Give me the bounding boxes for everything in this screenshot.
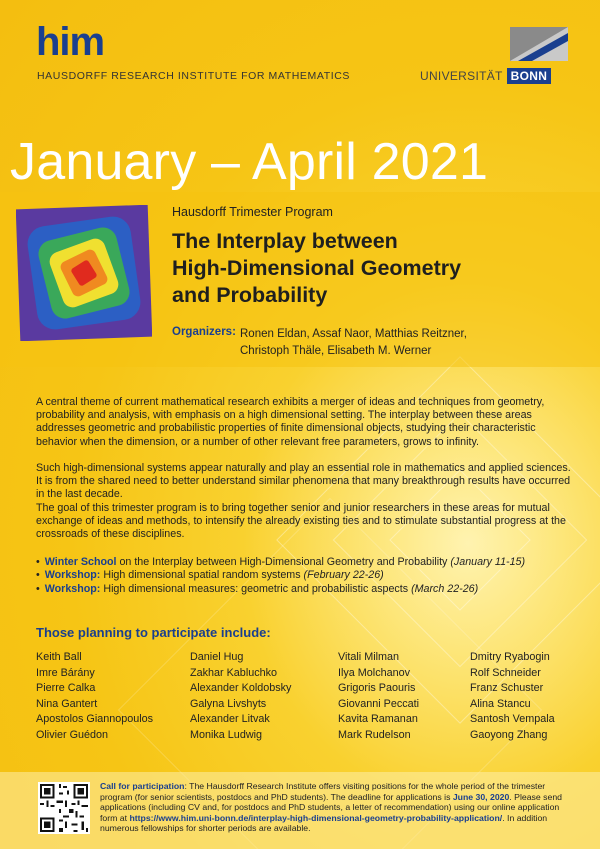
participant-name: Giovanni Peccati [338, 697, 420, 710]
event-text: High dimensional measures: geometric and probabilistic aspects [100, 582, 412, 595]
qr-code-icon[interactable] [38, 782, 90, 834]
organizers-label: Organizers: [172, 326, 236, 338]
events-list [36, 556, 525, 596]
participant-name: Galyna Livshyts [190, 697, 267, 710]
title-line: High-Dimensional Geometry [172, 256, 462, 280]
him-logo: him [36, 20, 105, 64]
call-for-participation [100, 781, 570, 834]
call-text: : The Hausdorff Research Institute offers visiting positions for the whole period of the trimester program (for senior scientists, postdocs and PhD students). The deadline for applications is [100, 781, 546, 802]
event-name: Workshop: [44, 582, 101, 595]
participants-column [36, 650, 153, 744]
event-item [36, 556, 525, 569]
participant-name: Apostolos Giannopoulos [36, 713, 154, 726]
event-date: (March 22-26) [411, 582, 479, 595]
participant-name: Franz Schuster [470, 682, 544, 695]
nested-squares-artwork [16, 205, 152, 341]
participant-name: Ilya Molchanov [338, 666, 411, 679]
program-label: Hausdorff Trimester Program [172, 205, 333, 219]
participants-column [470, 650, 555, 744]
program-title [172, 228, 461, 309]
title-line: and Probability [172, 283, 328, 307]
participants-column [190, 650, 291, 744]
title-line: The Interplay between [172, 229, 398, 253]
participant-name: Santosh Vempala [470, 713, 555, 726]
event-name: Winter School [44, 556, 117, 568]
participants-heading: Those planning to participate include: [36, 625, 271, 640]
event-date: (February 22-26) [303, 569, 384, 582]
participant-name: Olivier Guédon [36, 728, 109, 741]
participant-name: Pierre Calka [36, 682, 96, 695]
event-item [36, 569, 525, 582]
participant-name: Alexander Litvak [190, 713, 270, 726]
participant-name: Vitali Milman [338, 651, 400, 663]
him-subtitle: HAUSDORFF RESEARCH INSTITUTE FOR MATHEMATICS [37, 70, 351, 82]
participants-column [338, 650, 419, 744]
organizers-line: Ronen Eldan, Assaf Naor, Matthias Reitzner, [240, 328, 467, 340]
participant-name: Monika Ludwig [190, 728, 263, 741]
event-date: (January 11-15) [450, 556, 526, 568]
participant-name: Daniel Hug [190, 651, 244, 663]
goal-paragraph: The goal of this trimester program is to bring together senior and junior researchers in these areas for mutual exchange of ideas and methods, to intensify the already existing ties and to stimulate substantial progress at the crossroads of these disciplines. [36, 502, 566, 541]
uni-bonn-mark-icon [510, 27, 568, 61]
participant-name: Rolf Schneider [470, 666, 541, 679]
participant-name: Grigoris Paouris [338, 682, 416, 695]
bonn-text: BONN [507, 68, 552, 84]
participant-name: Alina Stancu [470, 697, 531, 710]
participant-name: Keith Ball [36, 651, 82, 663]
event-text: High dimensional spatial random systems [100, 569, 304, 582]
call-label: Call for participation [100, 781, 185, 791]
call-text: . Please send applications (including CV and, for postdocs and PhD students, a letter of recommendation) using our online application form at [100, 791, 562, 823]
participant-name: Kavita Ramanan [338, 713, 418, 726]
organizers-names [240, 326, 467, 360]
participant-name: Mark Rudelson [338, 728, 411, 741]
date-banner: January – April 2021 [10, 133, 489, 191]
uni-bonn-logo [420, 68, 551, 84]
event-item [36, 583, 525, 596]
participant-name: Gaoyong Zhang [470, 728, 548, 741]
participant-name: Zakhar Kabluchko [190, 666, 278, 679]
application-link[interactable]: https://www.him.uni-bonn.de/interplay-high-dimensional-geometry-probability-application/ [129, 812, 503, 823]
event-name: Workshop: [44, 569, 101, 582]
participant-name: Dmitry Ryabogin [470, 651, 550, 663]
organizers-line: Christoph Thäle, Elisabeth M. Werner [240, 345, 432, 357]
participant-name: Imre Bárány [36, 666, 95, 679]
intro-paragraph: A central theme of current mathematical research exhibits a merger of ideas and techniques from geometry, probability and analysis, with emphasis on a high dimensional setting. The interplay between these areas addresses geometric and probabilistic properties of finite dimensional objects, studying their characteristic behavior when the dimension, or a number of other relevant free parameters, grows to infinity. [36, 396, 545, 448]
call-text: . In addition numerous fellowships for shorter periods are available. [100, 812, 548, 834]
participant-name: Alexander Koldobsky [190, 682, 292, 695]
participant-name: Nina Gantert [36, 697, 98, 710]
deadline: June 30, 2020 [452, 791, 510, 802]
header [0, 0, 600, 96]
university-text: UNIVERSITÄT [420, 69, 503, 83]
event-text: on the Interplay between High-Dimensional Geometry and Probability [116, 556, 451, 568]
systems-paragraph: Such high-dimensional systems appear naturally and play an essential role in mathematics and applied sciences. It is from the shared need to better understand similar phenomena that many breakthrough results have occurred in the last decade. [36, 462, 571, 501]
